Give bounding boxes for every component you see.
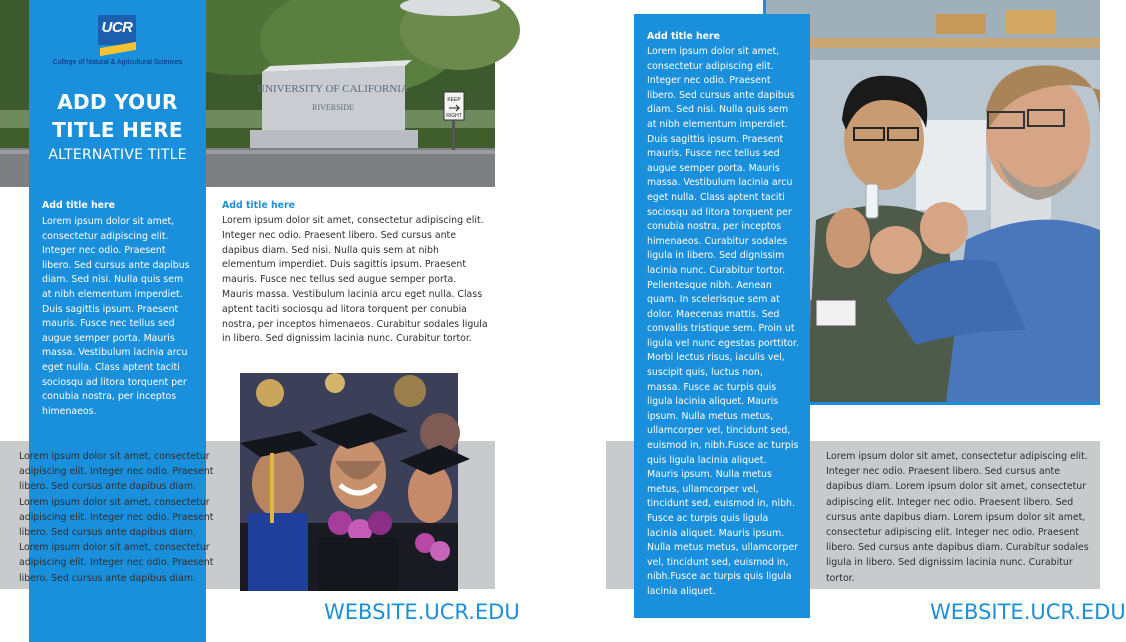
left-column-body: Lorem ipsum dolor sit amet, consectetur adipiscing elit. Integer nec odio. Praesent libero. Sed cursus ante dapibus diam. Sed nisi. Nulla quis sem at nibh elementum imperdiet. Duis sagittis ipsum. Praesent mauris. Fusce nec tellus sed augue semper porta. Mauris massa. Vestibulum lacinia arcu eget nulla. Class aptent taciti sociosqu ad litora torquent per conubia nostra, per inceptos himenaeos. bbox=[42, 216, 190, 417]
ucr-logo bbox=[98, 15, 136, 53]
right-column-heading: Add title here bbox=[647, 31, 720, 42]
left-gray-band-text: Lorem ipsum dolor sit amet, consectetur adipiscing elit. Integer nec odio. Praesent libero. Sed cursus ante dapibus diam. Lorem ipsum dolor sit amet, consectetur adipiscing elit. Integer nec odio. Praesent libero. Sed cursus ante dapibus diam. Lorem ipsum dolor sit amet, consectetur adipiscing elit. Integer nec odio. Praesent libero. Sed cursus ante dapibus diam. bbox=[19, 451, 214, 584]
lab-scientists-photo bbox=[763, 0, 1100, 405]
svg-text:RIGHT: RIGHT bbox=[446, 113, 462, 119]
middle-heading: Add title here bbox=[222, 200, 295, 211]
main-title: ADD YOUR TITLE HERE bbox=[52, 90, 183, 142]
right-gray-band-text: Lorem ipsum dolor sit amet, consectetur adipiscing elit. Integer nec odio. Praesent libero. Sed cursus ante dapibus diam. Lorem ipsum dolor sit amet, consectetur adipiscing elit. Integer nec odio. Praesent libero. Sed cursus ante dapibus diam. Lorem ipsum dolor sit amet, consectetur adipiscing elit. Integer nec odio. Praesent libero. Sed cursus ante dapibus diam. Curabitur sodales ligula in libero. Sed dignissim lacinia nunc. Curabitur tortor. bbox=[826, 451, 1089, 584]
sign-text-line2: RIVERSIDE bbox=[312, 103, 354, 112]
alternative-title: ALTERNATIVE TITLE bbox=[48, 147, 187, 163]
right-website-url[interactable]: WEBSITE.UCR.EDU bbox=[930, 600, 1126, 624]
left-page bbox=[0, 0, 520, 642]
sign-text-line1: UNIVERSITY OF CALIFORNIA bbox=[257, 83, 409, 95]
left-column-heading: Add title here bbox=[42, 200, 115, 211]
right-column-body: Lorem ipsum dolor sit amet, consectetur adipiscing elit. Integer nec odio. Praesent libero. Sed cursus ante dapibus diam. Sed nisi. Nulla quis sem at nibh elementum imperdiet. Duis sagittis ipsum. Praesent mauris. Fusce nec tellus sed augue semper porta. Mauris massa. Vestibulum lacinia arcu eget nulla. Class aptent taciti sociosqu ad litora torquent per conubia nostra, per inceptos himenaeos. Curabitur sodales ligula in libero. Sed dignissim lacinia nunc. Curabitur tortor. Pellentesque nibh. Aenean quam. In scelerisque sem at dolor. Maecenas mattis. Sed convallis tristique sem. Proin ut ligula vel nunc egestas porttitor. Morbi lectus risus, iaculis vel, suscipit quis, luctus non, massa. Fusce ac turpis quis ligula lacinia aliquet. Mauris ipsum. Nulla metus metus, ullamcorper vel, tincidunt sed, euismod in, nibh.Fusce ac turpis quis ligula lacinia aliquet. Mauris ipsum. Nulla metus metus, ullamcorper vel, tincidunt sed, euismod in, nibh. Fusce ac turpis quis ligula lacinia aliquet. Mauris ipsum. Nulla metus metus, ullamcorper vel, tincidunt sed, euismod in, nibh.Fusce ac turpis quis ligula lacinia aliquet. bbox=[647, 46, 799, 597]
college-name: College of Natural & Agricultural Sciences bbox=[52, 59, 183, 66]
graduation-photo bbox=[240, 373, 458, 591]
middle-body: Lorem ipsum dolor sit amet, consectetur adipiscing elit. Integer nec odio. Praesent libero. Sed cursus ante dapibus diam. Sed nisi. Nulla quis sem at nibh elementum imperdiet. Duis sagittis ipsum. Praesent mauris. Fusce nec tellus sed augue semper porta. Mauris massa. Vestibulum lacinia arcu eget nulla. Class aptent taciti sociosqu ad litora torquent per conubia nostra, per inceptos himenaeos. Curabitur sodales ligula in libero. Sed dignissim lacinia nunc. Curabitur tortor. bbox=[222, 215, 488, 345]
left-website-url[interactable]: WEBSITE.UCR.EDU bbox=[324, 600, 520, 624]
svg-text:KEEP: KEEP bbox=[447, 97, 461, 103]
ucr-logo-text: UCR bbox=[101, 19, 133, 36]
